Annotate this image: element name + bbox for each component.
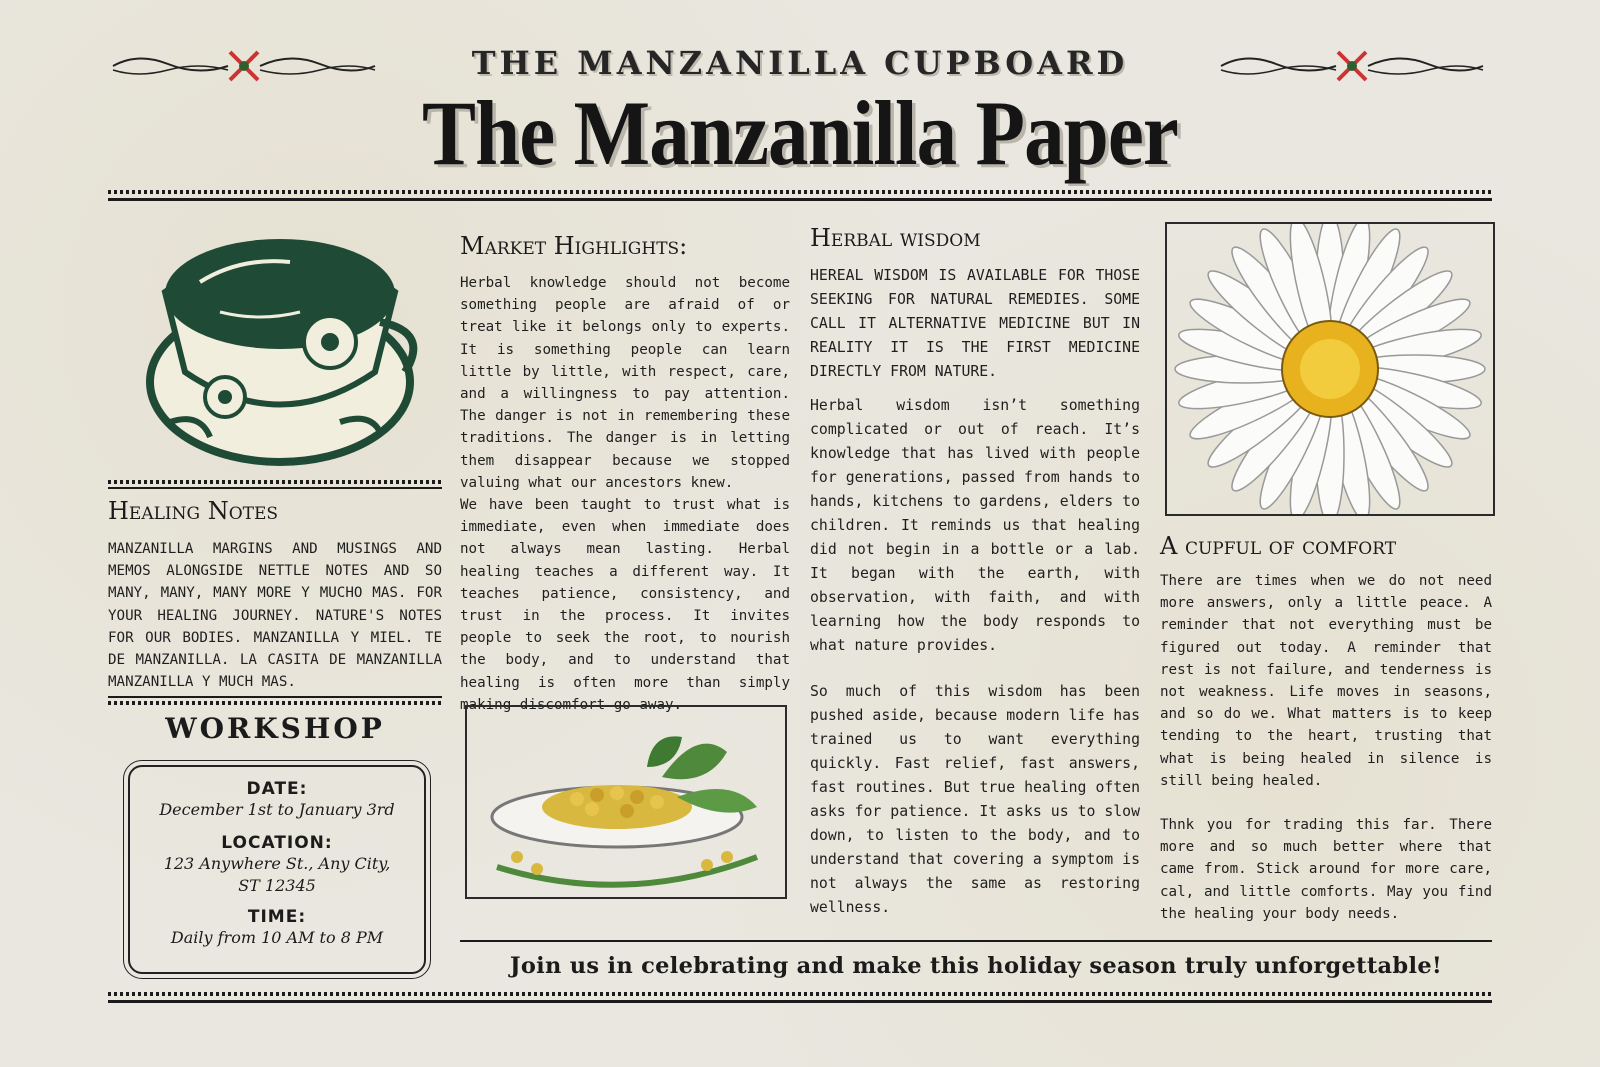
herbal-para-1: Herbal wisdom isn’t something complicated or out of reach. It’s knowledge that has lived with people for generations, passed from hands to hands, kitchens to gardens, elders to children. It reminds us that healing did not begin in a bottle or a lab. It began with the earth, with observation, with faith, and with learning how the body responds to what nature provides. (810, 397, 1140, 654)
divider (460, 940, 1492, 942)
time-label: TIME: (247, 907, 307, 927)
seed-frame (465, 705, 787, 899)
herbal-text (810, 264, 1140, 920)
herbal-para-2: So much of this wisdom has been pushed aside, because modern life has trained us to want everything quickly. Fast relief, fast answers, fast routines. But true healing often asks for patience. It asks us to slow down, to listen to the body, and to understand that covering a symptom is not always the same as restoring wellness. (810, 683, 1140, 916)
market-para-2: We have been taught to trust what is immediate, even when immediate does not always mean lasting. Herbal healing teaches a different way. It teaches patience, consistency, and trust in the process. It invites people to seek the root, to nourish the body, and to understand that healing is often more than simply making discomfort go away. (460, 497, 790, 713)
seed-bowl-illustration (467, 707, 785, 897)
market-heading: Market Highlights: (460, 232, 688, 260)
comfort-para-2: Thnk you for trading this far. There more and so much better where that came from. Stick around for more care, cal, and little comforts. May you find the healing your body needs. (1160, 817, 1492, 922)
herbal-lead: HEREAL WISDOM IS AVAILABLE FOR THOSE SEEKING FOR NATURAL REMEDIES. SOME CALL IT ALTERNATIVE MEDICINE BUT IN REALITY IT IS THE FIRST MEDICINE DIRECTLY FROM NATURE. (810, 267, 1140, 380)
workshop-box (128, 765, 426, 974)
comfort-heading: A cupful of comfort (1160, 532, 1397, 560)
divider (108, 992, 1492, 996)
healing-notes-body: MANZANILLA MARGINS AND MUSINGS AND MEMOS ALONGSIDE NETTLE NOTES AND SO MANY, MANY, MANY MORE Y MUCHO MAS. FOR YOUR HEALING JOURNEY. NATURE'S NOTES FOR OUR BODIES. MANZANILLA Y MIEL. TE DE MANZANILLA. LA CASITA DE MANZANILLA MANZANILLA Y MUCH MAS. (108, 541, 442, 691)
workshop-title: WORKSHOP (165, 712, 385, 745)
comfort-text (1160, 570, 1492, 925)
divider (108, 480, 442, 484)
location-line-2: ST 12345 (238, 876, 316, 895)
time-value: Daily from 10 AM to 8 PM (170, 928, 384, 947)
comfort-para-1: There are times when we do not need more answers, only a little peace. A reminder that not everything must be figured out today. A reminder that rest is not failure, and tenderness is not weakness. Life moves in seasons, and so do we. What matters is to keep tending to the heart, trusting that what is being healed in silence is still being healed. (1160, 573, 1492, 789)
masthead-title: The Manzanilla Paper (421, 82, 1178, 184)
divider (108, 190, 1492, 194)
masthead-kicker: THE MANZANILLA CUPBOARD (471, 44, 1129, 82)
divider (108, 701, 442, 705)
herbal-heading: Herbal wisdom (810, 224, 981, 252)
teacup-illustration (140, 222, 430, 472)
market-para-1: Herbal knowledge should not become something people are afraid of or treat like it belongs only to experts. It is something people can learn little by little, with respect, care, and a willingness to pay attention. The danger is not in remembering these traditions. The danger is in letting them disappear because we stopped valuing what our ancestors knew. (460, 275, 790, 491)
healing-notes-heading: Healing Notes (108, 497, 279, 525)
date-value: December 1st to January 3rd (159, 800, 395, 819)
chamomile-flower-illustration (1167, 224, 1493, 514)
market-text (460, 272, 790, 716)
daisy-frame (1165, 222, 1495, 516)
divider (108, 198, 1492, 201)
holiday-banner: Join us in celebrating and make this holiday season truly unforgettable! (509, 953, 1443, 979)
divider (108, 487, 442, 489)
location-line-1: 123 Anywhere St., Any City, (163, 854, 391, 873)
divider (108, 1000, 1492, 1003)
location-label: LOCATION: (221, 833, 333, 853)
divider (108, 696, 442, 698)
date-label: DATE: (246, 779, 308, 799)
